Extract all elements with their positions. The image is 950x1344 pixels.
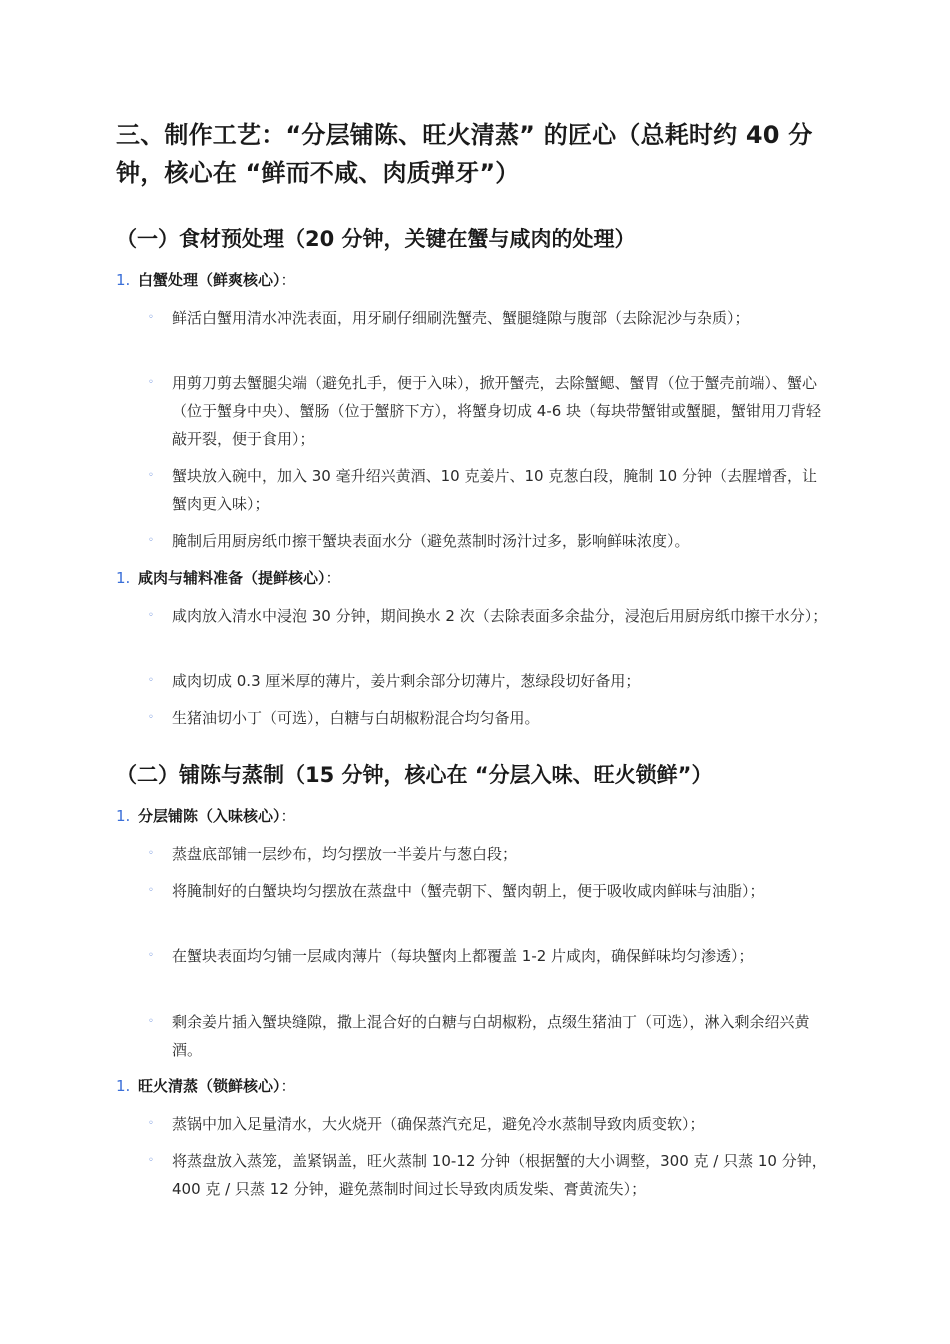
bullet-text: 剩余姜片插入蟹块缝隙，撒上混合好的白糖与白胡椒粉，点缀生猪油丁（可选），淋入剩余绍兴黄酒。 [172, 1013, 810, 1059]
section-title: （一）食材预处理（20 分钟，关键在蟹与咸肉的处理） [116, 227, 636, 251]
list-item-suffix: ： [280, 807, 296, 825]
bullet-icon: ◦ [148, 312, 154, 323]
list-item [116, 1074, 296, 1098]
list-number: 1. [116, 807, 131, 825]
list-number: 1. [116, 1077, 131, 1095]
bullet-icon: ◦ [148, 675, 154, 686]
bullet-icon: ◦ [148, 535, 154, 546]
bullet-icon: ◦ [148, 950, 154, 961]
bullet-icon: ◦ [148, 1016, 154, 1027]
bullet-icon: ◦ [148, 610, 154, 621]
bullet-item [148, 527, 828, 555]
bullet-text: 生猪油切小丁（可选），白糖与白胡椒粉混合均匀备用。 [172, 709, 540, 727]
bullet-icon: ◦ [148, 885, 154, 896]
bullet-text: 将蒸盘放入蒸笼，盖紧锅盖，旺火蒸制 10-12 分钟（根据蟹的大小调整，300 克 / 只蒸 10 分钟，400 克 / 只蒸 12 分钟，避免蒸制时间过长导致肉质发柴、膏黄流失）； [172, 1152, 827, 1198]
bullet-icon: ◦ [148, 377, 154, 388]
bullet-icon: ◦ [148, 470, 154, 481]
bullet-text: 在蟹块表面均匀铺一层咸肉薄片（每块蟹肉上都覆盖 1-2 片咸肉，确保鲜味均匀渗透）； [172, 947, 754, 965]
bullet-text: 将腌制好的白蟹块均匀摆放在蒸盘中（蟹壳朝下、蟹肉朝上，便于吸收咸肉鲜味与油脂）； [172, 882, 765, 900]
bullet-item [148, 1147, 828, 1203]
list-item [116, 804, 296, 828]
bullet-item [148, 1008, 828, 1064]
bullet-item [148, 942, 828, 970]
bullet-text: 咸肉切成 0.3 厘米厚的薄片，姜片剩余部分切薄片，葱绿段切好备用； [172, 672, 641, 690]
bullet-item [148, 462, 828, 518]
bullet-text: 蒸盘底部铺一层纱布，均匀摆放一半姜片与葱白段； [172, 845, 518, 863]
bullet-icon: ◦ [148, 848, 154, 859]
bullet-item [148, 667, 828, 695]
bullet-item [148, 602, 828, 630]
list-item [116, 566, 341, 590]
list-item [116, 268, 296, 292]
bullet-text: 咸肉放入清水中浸泡 30 分钟，期间换水 2 次（去除表面多余盐分，浸泡后用厨房纸巾擦干水分）； [172, 607, 828, 625]
bullet-item [148, 877, 828, 905]
page-title: 三、制作工艺：“分层铺陈、旺火清蒸” 的匠心（总耗时约 40 分钟，核心在 “鲜而不咸、肉质弹牙”） [116, 121, 813, 187]
bullet-text: 蒸锅中加入足量清水，大火烧开（确保蒸汽充足，避免冷水蒸制导致肉质变软）； [172, 1115, 705, 1133]
bullet-text: 鲜活白蟹用清水冲洗表面，用牙刷仔细刷洗蟹壳、蟹腿缝隙与腹部（去除泥沙与杂质）； [172, 309, 750, 327]
bullet-item [148, 304, 828, 332]
bullet-icon: ◦ [148, 1155, 154, 1166]
bullet-text: 腌制后用厨房纸巾擦干蟹块表面水分（避免蒸制时汤汁过多，影响鲜味浓度）。 [172, 532, 690, 550]
bullet-icon: ◦ [148, 1118, 154, 1129]
list-item-label: 分层铺陈（入味核心） [138, 807, 281, 825]
bullet-text: 用剪刀剪去蟹腿尖端（避免扎手，便于入味），掀开蟹壳，去除蟹鳃、蟹胃（位于蟹壳前端）、蟹心（位于蟹身中央）、蟹肠（位于蟹脐下方），将蟹身切成 4-6 块（每块带蟹钳或蟹腿，蟹钳用刀背轻敲开裂，便于食用）； [172, 374, 822, 448]
bullet-item [148, 840, 828, 868]
list-item-suffix: ： [280, 1077, 296, 1095]
list-number: 1. [116, 569, 131, 587]
bullet-item [148, 369, 828, 453]
bullet-text: 蟹块放入碗中，加入 30 毫升绍兴黄酒、10 克姜片、10 克葱白段，腌制 10 分钟（去腥增香，让蟹肉更入味）； [172, 467, 817, 513]
list-item-label: 咸肉与辅料准备（提鲜核心） [138, 569, 326, 587]
list-number: 1. [116, 271, 131, 289]
list-item-label: 旺火清蒸（锁鲜核心） [138, 1077, 281, 1095]
list-item-suffix: ： [280, 271, 296, 289]
bullet-item [148, 1110, 828, 1138]
list-item-label: 白蟹处理（鲜爽核心） [138, 271, 281, 289]
section-title: （二）铺陈与蒸制（15 分钟，核心在 “分层入味、旺火锁鲜”） [116, 763, 713, 787]
bullet-icon: ◦ [148, 712, 154, 723]
list-item-suffix: ： [325, 569, 341, 587]
bullet-item [148, 704, 828, 732]
